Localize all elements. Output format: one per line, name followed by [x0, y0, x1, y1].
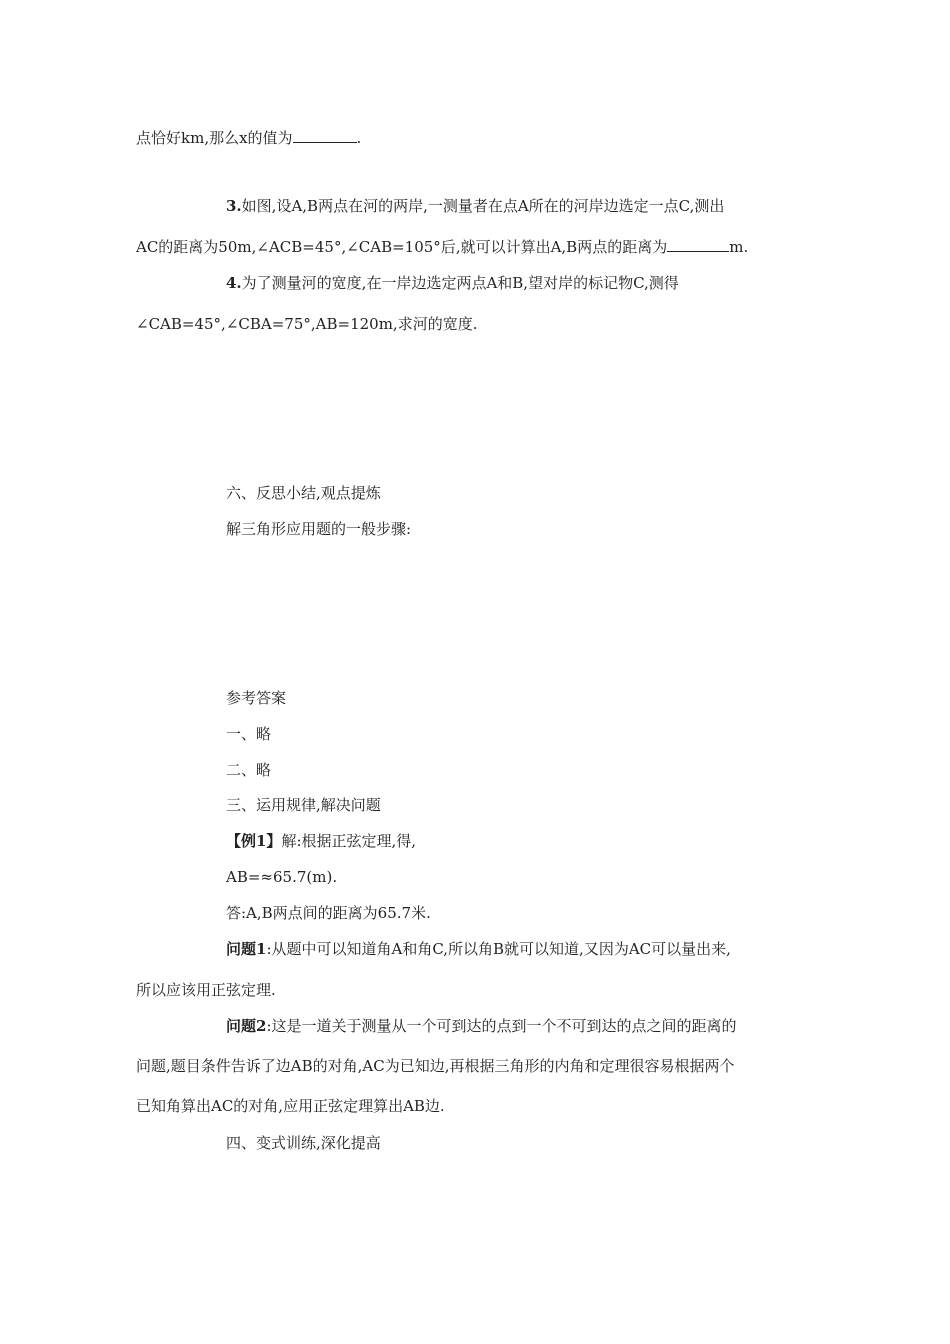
text: 一、略: [226, 725, 272, 743]
text: AC的距离为50m,∠ACB=45°,∠CAB=105°后,就可以计算出A,B两点的距离为: [136, 238, 668, 256]
question-4-line-2: [136, 314, 477, 334]
text: .: [356, 129, 362, 147]
question-4-line-1: [226, 273, 679, 293]
example-tag: 【例1】: [226, 832, 282, 850]
section-6-sub: [226, 519, 411, 539]
section-6-heading: [226, 483, 381, 503]
text: 解三角形应用题的一般步骤:: [226, 520, 412, 538]
text: 为了测量河的宽度,在一岸边选定两点A和B,望对岸的标记物C,测得: [241, 274, 679, 292]
text: 二、略: [226, 761, 272, 779]
answer-blank: [667, 237, 729, 252]
text: 参考答案: [226, 689, 287, 707]
text: 问题,题目条件告诉了边AB的对角,AC为已知边,再根据三角形的内角和定理很容易根据两个: [136, 1057, 735, 1075]
text-line: [136, 128, 361, 148]
answer-3-heading: [226, 795, 381, 815]
section-4-heading: [226, 1133, 381, 1153]
question-number: 4.: [226, 274, 242, 292]
text: 三、运用规律,解决问题: [226, 796, 381, 814]
problem-2-line-1: [226, 1016, 737, 1036]
question-3-line-1: [226, 196, 724, 216]
text: 点恰好km,那么x的值为: [136, 129, 293, 147]
text: AB=≈65.7(m).: [226, 868, 338, 886]
answer-line: [226, 903, 431, 923]
reference-heading: [226, 688, 286, 708]
answer-2: [226, 760, 271, 780]
text: m.: [729, 238, 749, 256]
answer-1: [226, 724, 271, 744]
text: 已知角算出AC的对角,应用正弦定理算出AB边.: [136, 1097, 445, 1115]
question-number: 3.: [226, 197, 242, 215]
text: :这是一道关于测量从一个可到达的点到一个不可到达的点之间的距离的: [266, 1017, 737, 1035]
text: ∠CAB=45°,∠CBA=75°,AB=120m,求河的宽度.: [136, 315, 478, 333]
question-3-line-2: [136, 237, 748, 257]
text: 所以应该用正弦定理.: [136, 981, 276, 999]
text: 六、反思小结,观点提炼: [226, 484, 381, 502]
text: 答:A,B两点间的距离为65.7米.: [226, 904, 431, 922]
text: 解:根据正弦定理,得,: [281, 832, 417, 850]
text: :从题中可以知道角A和角C,所以角B就可以知道,又因为AC可以量出来,: [266, 940, 731, 958]
answer-blank: [293, 128, 357, 143]
example-1-line: [226, 831, 416, 851]
text: 四、变式训练,深化提高: [226, 1134, 381, 1152]
problem-1-line-1: [226, 939, 731, 959]
problem-1-line-2: [136, 980, 276, 1000]
problem-tag: 问题1: [226, 940, 267, 958]
ab-value-line: [226, 867, 337, 887]
text: 如图,设A,B两点在河的两岸,一测量者在点A所在的河岸边选定一点C,测出: [241, 197, 725, 215]
problem-2-line-3: [136, 1096, 445, 1116]
problem-tag: 问题2: [226, 1017, 267, 1035]
problem-2-line-2: [136, 1056, 734, 1076]
